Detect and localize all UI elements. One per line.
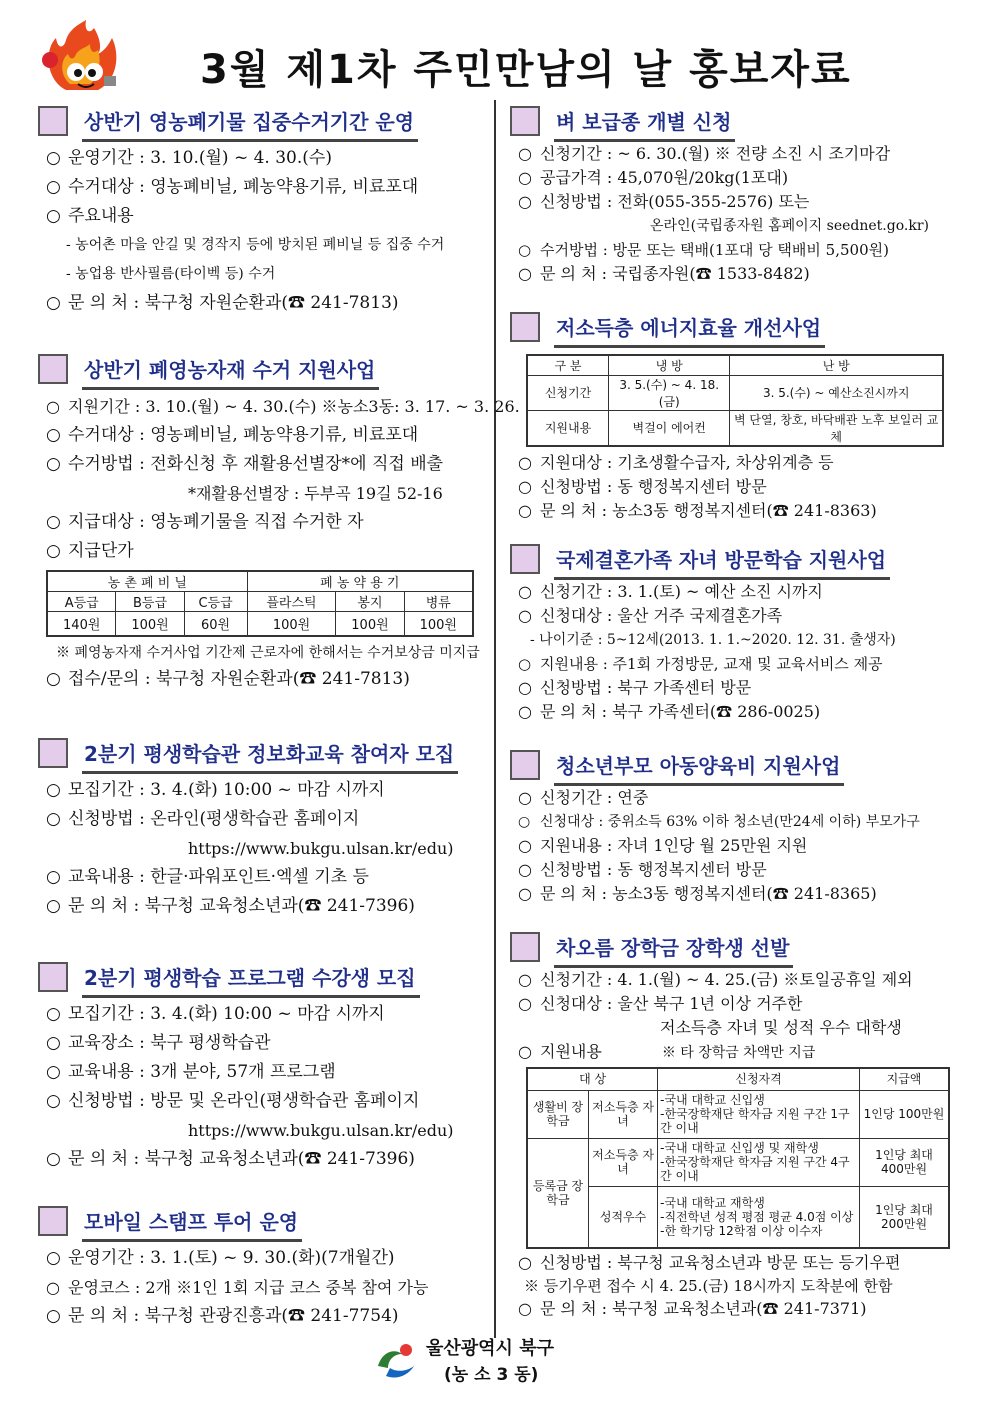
list-item: ○ 수거방법 : 방문 또는 택배(1포대 당 택배비 5,500원) xyxy=(518,241,889,259)
scholarship-table: 대 상 신청자격 지급액 생활비 장학금 저소득층 자녀 -국내 대학교 신입생 -한국장학재단 학자금 지원 구간 1구간 이내 1인당 100만원 등록금 장학금 저소득층 자녀 -국내 대학교 신입생 및 재학생 -한국장학재단 학자금 지원 구간 4구간 이내 1인당 최대 400만원 성적우수 -국내 대학교 재학생 -직전학년 성적 평점 평균 4.0점 이상 -한 학기당 12학점 이상 이수자 1인당 최대 200만원 xyxy=(526,1067,958,1249)
section-title: 청소년부모 아동양육비 지원사업 xyxy=(554,748,844,786)
column-divider xyxy=(494,100,496,1338)
list-subitem: - 나이기준 : 5~12세(2013. 1. 1.~2020. 12. 31. 출생자) xyxy=(530,632,896,648)
contact-item: ○ 문 의 처 : 북구청 교육청소년과(☎ 241-7396) xyxy=(46,896,415,916)
list-item: ○ 모집기간 : 3. 4.(화) 10:00 ~ 마감 시까지 xyxy=(46,1004,385,1024)
section-farm-material xyxy=(38,352,520,694)
list-subitem: - 농어촌 마을 안길 및 경작지 등에 방치된 폐비닐 등 집중 수거 xyxy=(66,237,445,253)
list-item: ○ 교육내용 : 3개 분야, 57개 프로그램 xyxy=(46,1062,336,1082)
section-marker xyxy=(510,106,540,136)
list-item: ○ 교육장소 : 북구 평생학습관 xyxy=(46,1033,271,1053)
list-item: ○ 지원내용 : 자녀 1인당 월 25만원 지원 xyxy=(518,836,808,855)
contact-item: ○ 문 의 처 : 농소3동 행정복지센터(☎ 241-8363) xyxy=(518,500,877,520)
url-text: https://www.bukgu.ulsan.kr/edu) xyxy=(188,1121,454,1140)
footer-dong: (농 소 3 동) xyxy=(444,1365,539,1385)
list-item: ○ 공급가격 : 45,070원/20kg(1포대) xyxy=(518,168,789,187)
energy-table: 구 분 냉 방 난 방 신청기간 3. 5.(수) ~ 4. 18.(금) 3. 5.(수) ~ 예산소진시까지 지원내용 벽걸이 에어컨 벽 단열, 창호, 바닥배관 노후 보일러 교체 xyxy=(526,354,958,447)
contact-item: ○ 문 의 처 : 북구청 관광진흥과(☎ 241-7754) xyxy=(46,1306,399,1326)
section-learning-program xyxy=(38,960,486,1174)
section-rice-seed xyxy=(510,104,958,286)
list-subitem: - 농업용 반사필름(타이벡 등) 수거 xyxy=(66,266,276,282)
section-scholarship xyxy=(510,930,958,1321)
section-farm-waste xyxy=(38,104,486,318)
section-marker xyxy=(510,544,540,574)
section-title: 2분기 평생학습 프로그램 수강생 모집 xyxy=(82,960,420,998)
list-item: ○ 신청대상 : 울산 북구 1년 이상 거주한 xyxy=(518,994,803,1013)
section-title: 2분기 평생학습관 정보화교육 참여자 모집 xyxy=(82,736,458,774)
list-item: ○ 교육내용 : 한글·파워포인트·엑셀 기초 등 xyxy=(46,867,369,887)
list-item: ○ 신청방법 : 동 행정복지센터 방문 xyxy=(518,476,767,496)
list-item: ○ 수거대상 : 영농폐비닐, 폐농약용기류, 비료포대 xyxy=(46,177,419,197)
footer-org: 울산광역시 북구 xyxy=(426,1338,554,1359)
list-item: ○ 모집기간 : 3. 4.(화) 10:00 ~ 마감 시까지 xyxy=(46,780,385,800)
url-text: https://www.bukgu.ulsan.kr/edu) xyxy=(188,839,454,858)
bukgu-logo-icon xyxy=(372,1336,420,1384)
list-item: ○ 운영기간 : 3. 1.(토) ~ 9. 30.(화)(7개월간) xyxy=(46,1248,395,1268)
section-stamp-tour xyxy=(38,1204,486,1331)
list-item: ○ 신청기간 : 4. 1.(월) ~ 4. 25.(금) ※토일공휴일 제외 xyxy=(518,970,913,989)
list-item: ○ 주요내용 xyxy=(46,206,134,226)
list-item: ○ 지원기간 : 3. 10.(월) ~ 4. 30.(수) ※농소3동: 3. 17. ~ 3. 26. xyxy=(46,397,520,416)
list-item: ○ 운영코스 : 2개 ※1인 1회 지급 코스 중복 참여 가능 xyxy=(46,1278,429,1297)
section-marker xyxy=(38,1206,68,1236)
header xyxy=(30,20,960,100)
list-item: ○ 수거대상 : 영농폐비닐, 폐농약용기류, 비료포대 xyxy=(46,425,419,445)
section-marker xyxy=(510,750,540,780)
footer xyxy=(372,1332,612,1392)
list-item: ○ 신청방법 : 동 행정복지센터 방문 xyxy=(518,860,767,879)
section-teen-parent xyxy=(510,748,958,906)
online-text: 온라인(국립종자원 홈페이지 seednet.go.kr) xyxy=(650,218,929,234)
section-it-education xyxy=(38,736,486,921)
contact-item: ○ 문 의 처 : 북구 가족센터(☎ 286-0025) xyxy=(518,702,821,721)
unit-price-table: 농 촌 폐 비 닐 폐 농 약 용 기 A등급 B등급 C등급 플라스틱 봉지 병류 140원 100원 60원 100원 100원 100원 xyxy=(46,570,486,637)
section-title: 국제결혼가족 자녀 방문학습 지원사업 xyxy=(554,542,890,580)
section-marker xyxy=(38,354,68,384)
list-item: ○ 신청방법 : 북구청 교육청소년과 방문 또는 등기우편 xyxy=(518,1253,901,1272)
page-title: 3월 제1차 주민만남의 날 홍보자료 xyxy=(200,47,852,93)
list-item: ○ 신청대상 : 울산 거주 국제결혼가족 xyxy=(518,606,783,625)
section-title: 차오름 장학금 장학생 선발 xyxy=(554,930,793,968)
list-item: ○ 신청대상 : 중위소득 63% 이하 청소년(만24세 이하) 부모가구 xyxy=(518,814,920,830)
list-item: ○ 신청방법 : 방문 및 온라인(평생학습관 홈페이지 xyxy=(46,1091,420,1111)
list-item: ○ 신청기간 : 연중 xyxy=(518,788,649,807)
list-item: ○ 신청방법 : 온라인(평생학습관 홈페이지 xyxy=(46,809,360,829)
section-title: 상반기 폐영농자재 수거 지원사업 xyxy=(82,352,379,390)
contact-item: ○ 문 의 처 : 북구청 교육청소년과(☎ 241-7371) xyxy=(518,1299,867,1318)
list-item: ○ 신청방법 : 전화(055-355-2576) 또는 xyxy=(518,192,810,211)
section-title: 모바일 스탬프 투어 운영 xyxy=(82,1204,302,1242)
contact-item: ○ 문 의 처 : 북구청 자원순환과(☎ 241-7813) xyxy=(46,293,399,313)
section-marker xyxy=(38,962,68,992)
target-text: 저소득층 자녀 및 성적 우수 대학생 xyxy=(660,1018,902,1037)
list-item: ○ 신청방법 : 북구 가족센터 방문 xyxy=(518,678,752,697)
section-title: 저소득층 에너지효율 개선사업 xyxy=(554,310,825,348)
list-item: ○ 운영기간 : 3. 10.(월) ~ 4. 30.(수) xyxy=(46,148,332,168)
contact-item: ○ 문 의 처 : 농소3동 행정복지센터(☎ 241-8365) xyxy=(518,884,877,903)
list-item: ○ 지원내용 ※ 타 장학금 차액만 지급 xyxy=(518,1042,816,1061)
section-marker xyxy=(38,106,68,136)
list-item: ○ 신청기간 : 3. 1.(토) ~ 예산 소진 시까지 xyxy=(518,582,823,601)
section-marker xyxy=(510,932,540,962)
mascot-icon xyxy=(36,20,128,102)
section-title: 상반기 영농폐기물 집중수거기간 운영 xyxy=(82,104,418,142)
section-marker xyxy=(510,312,540,342)
list-item: ○ 신청기간 : ~ 6. 30.(월) ※ 전량 소진 시 조기마감 xyxy=(518,144,891,163)
depot-note: *재활용선별장 : 두부곡 19길 52-16 xyxy=(188,484,443,503)
scholarship-note: ※ 등기우편 접수 시 4. 25.(금) 18시까지 도착분에 한함 xyxy=(524,1277,893,1295)
section-energy xyxy=(510,310,958,523)
list-item: ○ 지급대상 : 영농폐기물을 직접 수거한 자 xyxy=(46,512,364,532)
table-note: ※ 폐영농자재 수거사업 기간제 근로자에 한해서는 수거보상금 미지급 xyxy=(56,644,480,661)
contact-item: ○ 문 의 처 : 북구청 교육청소년과(☎ 241-7396) xyxy=(46,1149,415,1169)
list-item: ○ 지원내용 : 주1회 가정방문, 교재 및 교육서비스 제공 xyxy=(518,655,883,673)
contact-item: ○ 접수/문의 : 북구청 자원순환과(☎ 241-7813) xyxy=(46,668,410,689)
section-multicultural xyxy=(510,542,958,724)
list-item: ○ 지원대상 : 기초생활수급자, 차상위계층 등 xyxy=(518,452,834,472)
list-item: ○ 지급단가 xyxy=(46,541,134,561)
section-title: 벼 보급종 개별 신청 xyxy=(554,104,735,142)
section-marker xyxy=(38,738,68,768)
contact-item: ○ 문 의 처 : 국립종자원(☎ 1533-8482) xyxy=(518,264,810,283)
list-item: ○ 수거방법 : 전화신청 후 재활용선별장*에 직접 배출 xyxy=(46,454,444,474)
